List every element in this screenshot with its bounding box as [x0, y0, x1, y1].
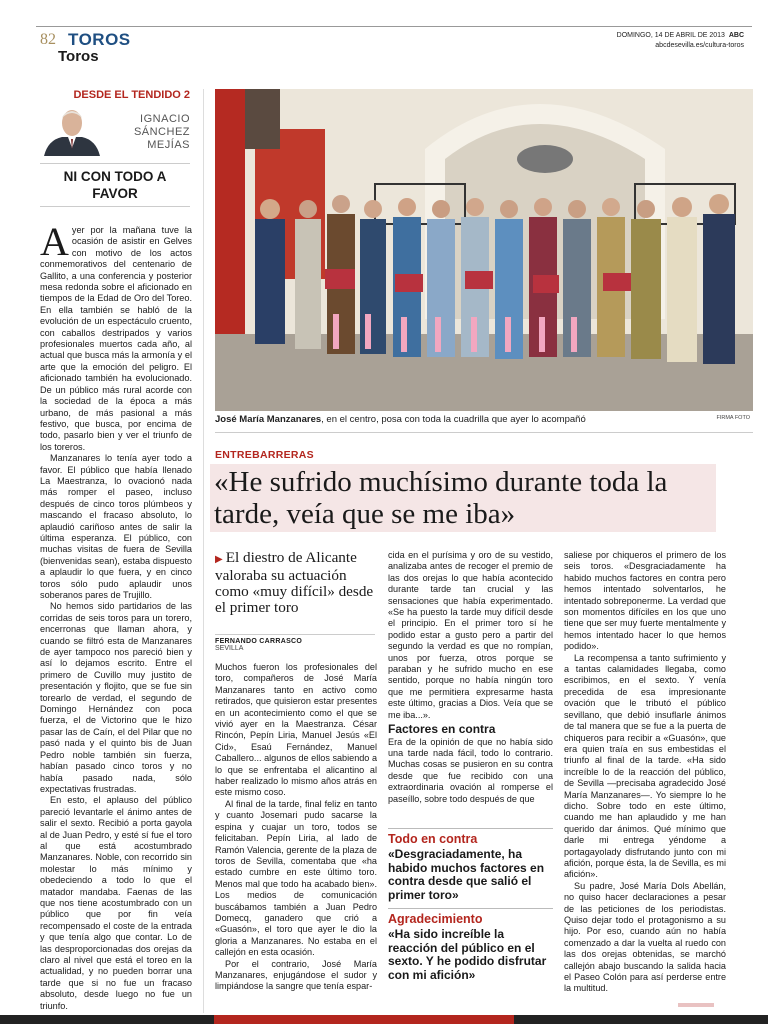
column-paragraph: Manzanares lo tenía ayer todo a favor. El público que había llenado La Maestranza, lo ovacionó nada más romper el paseo, incluso después de cinco toros plúmbeos y mascando el fracaso absoluto, lo aplaudió cariñoso antes de salir la última esperanza. El público, con muchas visitas de fuera de Sevilla (bienvenidas sean), estaba dispuesto a aplaudir lo que fuera, y en cinco toros sólo pudo aplaudir unos soberanos pares de Trujillo.: [40, 453, 192, 600]
subsection-title: Toros: [58, 48, 99, 65]
photo-caption: José María Manzanares, en el centro, posa con toda la cuadrilla que ayer lo acompañó: [215, 414, 586, 425]
article-column-2: [388, 550, 553, 822]
paper-name: ABC: [728, 32, 744, 39]
page-number: 82: [40, 31, 56, 48]
date: DOMINGO, 14 DE ABRIL DE 2013: [616, 32, 725, 39]
pullquote-rule: [388, 828, 553, 829]
dateline: [617, 31, 744, 51]
column-body: [40, 225, 192, 1015]
header-rule: [36, 26, 752, 27]
article-paragraph: Era de la opinión de que no había sido una tarde nada fácil, todo lo contrario. Muchas cosas se pusieron en su contra desde que fue recibido con una extraordinaria ovación al romperse el paseíllo, sobre todo después de que: [388, 736, 553, 804]
article-subheading: Factores en contra: [388, 722, 496, 737]
column-kicker: DESDE EL TENDIDO 2: [73, 89, 190, 101]
column-paragraph: yer por la mañana tuve la ocasión de asistir en Gelves con motivo de los actos conmemorativos del centenario de Gallito, a una conferencia y posterior mesa redonda sobre el aficionado en tiempos de la Edad de Oro del Toreo. En ella también se habló de la evolución de un espectáculo cruento, con caballos destripados y varios profesionales muertos cada año, al actual que busca más la armonía y el arte que la emoción del peligro. El aficionado también ha evolucionado. De un público más rural acorde con la sociedad de la época a más urbano, de más pasional a más festivo, que busca, por encima de todo, pasarlo bien y ver el triunfo de los toreros.: [40, 225, 192, 452]
section-title: TOROS: [68, 30, 131, 49]
column-title: NI CON TODO A FAVOR: [40, 163, 190, 202]
article-paragraph: Su padre, José María Dols Abellán, no quiso hacer declaraciones a pesar de las peticiones de los periodistas. Quiso dejar todo el protagonismo a su hijo. Por eso, cuando aún no había comenzado a dar la vuelta al ruedo con las dos orejas obtenidas, se marchó callejón abajo buscando la salida hacia el Paseo Colón para así perderse entre la multitud.: [564, 880, 726, 994]
article-paragraph: Muchos fueron los profesionales del toro, compañeros de José María Manzanares tanto en activo como retirados, que quisieron estar presentes en un acontecimiento como el que se vivió ayer en la Maestranza. César Rincón, Pepín Liria, Manuel Jesús «El Cid», Esaú Fernández, Manuel Caballero... algunos de ellos sabiendo a lo que se enfrentaba el alicantino al haber realizado lo mismo años atrás en este mismo coso.: [215, 662, 377, 798]
column-author: IGNACIO SÁNCHEZ MEJÍAS: [133, 113, 190, 151]
drop-cap: A: [40, 225, 69, 264]
pullquote-rule: [388, 908, 553, 909]
column-divider: [203, 89, 204, 1013]
photo-rule: [215, 432, 753, 433]
end-mark: [678, 1003, 714, 1007]
byline: FERNANDO CARRASCO: [215, 634, 375, 645]
article-paragraph: Por el contrario, José María Manzanares, enjugándose el sudor y limpiándose la sangre que tenía espar-: [215, 958, 377, 992]
pullquote-title: Agradecimiento: [388, 912, 483, 926]
pullquote-text: «Desgraciadamente, ha habido muchos factores en contra desde que salió el primer toro»: [388, 847, 545, 902]
article-rubric: ENTREBARRERAS: [215, 449, 314, 461]
column-paragraph: No hemos sido partidarios de las corridas de seis toros para un torero, encerronas que llaman ahora, y cuando se filtró esta de Manzanares de ayer tampoco nos pareció bien y así lo dejamos escrito. Entre el primero de Cuvillo muy justito de presentación y flojito, que se fue sin torearlo de verdad, el segundo de Domingo Hernández con poca fuerza, el de Victorino que le hizo pasar las de Caín, el del Pilar que no pasó nada y el quinto bis de Juan Pedro noble también sin fuerza, habían pasado cinco toros y no había pasado nada, sólo expectativas frustradas.: [40, 601, 192, 794]
article-paragraph: Al final de la tarde, final feliz en tanto y cuanto Josemari pudo sacarse la espina y cuajar un toro, todos se felicitaban. Pepín Liria, al lado de Ramón Valencia, gerente de la plaza de toros de Sevilla, comentaba que «ha estado cumbre en este último toro. Menos mal que todo ha acabado bien». Los medios de comunicación buscábamos también a Juan Pedro Domecq, ganadero que crió a «Guasón», el toro que ayer le dio la gloria a Manzanares. No estaba en el callejón en esta ocasión.: [215, 798, 377, 958]
article-headline: «He sufrido muchísimo durante toda la tarde, veía que se me iba»: [214, 466, 668, 530]
main-photo: [215, 89, 753, 411]
section-url[interactable]: abcdesevilla.es/cultura-toros: [655, 42, 744, 49]
article-subhead: ▶ El diestro de Alicante valoraba su actuación como «muy difícil» desde el primer toro: [215, 549, 374, 616]
article-paragraph: La recompensa a tanto sufrimiento y a tantas calamidades llegaba, como escribimos, en el sexto. Y venía precedida de esa impresionante ovación que le tributó el público sevillano, que debió insuflarle ánimos de tal manera que se fue a la puerta de chiqueros para recibir a «Guasón», que era quien traía en sus embestidas el triunfo al final de la tarde. «Ha sido increíble lo de la reacción del público, de Sevilla —precisaba agradecido José María Manzanares—. Yo siempre lo he dicho. Sobre todo en este último, cuando me han aplaudido y me han querido dar ánimos. Qué mínimo que darle mi entrega yéndome a portagayolady disfrutando junto con mi afición, porque ésta, la de Sevilla, es mi afición».: [564, 652, 726, 880]
column-paragraph: En esto, el aplauso del público pareció levantarle el ánimo antes de salir el sexto. Recibió a porta gayola al de Juan Pedro, y esté sí fue el toro al que está acostumbrado Manzanares. Noble, con recorrido sin molestar lo más mínimo y obedeciendo a todo lo que el matador mandaba. Faenas de las que nos tiene acostumbrado con un público que por fin veía recompensado el coste de la entrada y que tenía algo que contar. Lo de las desproporcionadas dos orejas da claro al nivel que está el toreo en la actualidad, y no pueden borrar una tarde que si no fue un fracaso absoluto, desde luego no fue un triunfo.: [40, 795, 192, 1011]
footer-accent: [214, 1015, 514, 1024]
byline-city: SEVILLA: [215, 645, 244, 652]
article-paragraph: saliese por chiqueros el primero de los seis toros. «Desgraciadamente ha habido muchos factores en contra pero hemos intentado solventarlos, he intentado sobreponerme. La verdad que son momentos difíciles en los que uno tiene que ser muy fuerte mentalmente y hemos intentado hacer lo que hemos podido».: [564, 550, 726, 652]
article-column-1: [215, 662, 377, 1012]
pullquote-text: «Ha sido increíble la reacción del público en el sexto. Y he podido disfrutar con mi afición»: [388, 927, 547, 982]
author-portrait: [40, 106, 104, 156]
photo-credit: FIRMA FOTO: [716, 415, 750, 421]
triangle-bullet-icon: ▶: [215, 554, 223, 565]
article-paragraph: cida en el purísima y oro de su vestido, analizaba antes de recoger el premio de las dos orejas lo que había acontecido durante tarde tan crucial y las sensaciones que había experimentado. «Se ha puesto la tarde muy difícil desde el principio. En el primer toro sí he podido estar a gusto pero a partir del segundo la verdad es que no rompían, unos por fuerza, otros porque se paraban y he sufrido mucho en ese sentido, porque no había ningún toro que me permitiera expresarme hasta este último, gracias a Dios. Veía que se me iba...».: [388, 550, 553, 720]
article-column-3: [564, 550, 726, 1000]
column-title-rule: [40, 206, 190, 207]
pullquote-title: Todo en contra: [388, 832, 478, 846]
